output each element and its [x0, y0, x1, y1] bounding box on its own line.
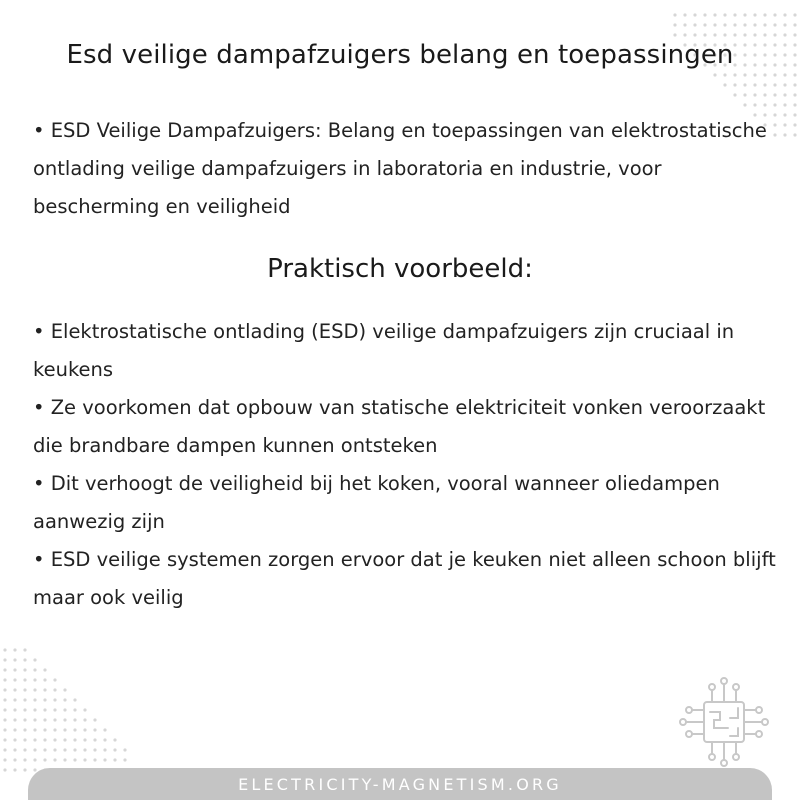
bullet-list	[33, 313, 778, 617]
footer-site-label: ELECTRICITY-MAGNETISM.ORG	[238, 775, 562, 794]
list-item: • ESD veilige systemen zorgen ervoor dat je keuken niet alleen schoon blijft maar ook veilig	[33, 548, 776, 609]
page-title: Esd veilige dampafzuigers belang en toepassingen	[66, 40, 734, 70]
circuit-chip-icon	[674, 672, 774, 772]
intro-paragraph: • ESD Veilige Dampafzuigers: Belang en toepassingen van elektrostatische ontlading veilige dampafzuigers in laboratoria en industrie, voor bescherming en veiligheid	[33, 119, 767, 218]
list-item: • Ze voorkomen dat opbouw van statische elektriciteit vonken veroorzaakt die brandbare dampen kunnen ontsteken	[33, 396, 766, 457]
list-item: • Dit verhoogt de veiligheid bij het koken, vooral wanneer oliedampen aanwezig zijn	[33, 472, 720, 533]
dot-grid-icon	[0, 645, 130, 775]
section-subtitle: Praktisch voorbeeld:	[267, 254, 533, 284]
list-item: • Elektrostatische ontlading (ESD) veilige dampafzuigers zijn cruciaal in keukens	[33, 320, 735, 381]
